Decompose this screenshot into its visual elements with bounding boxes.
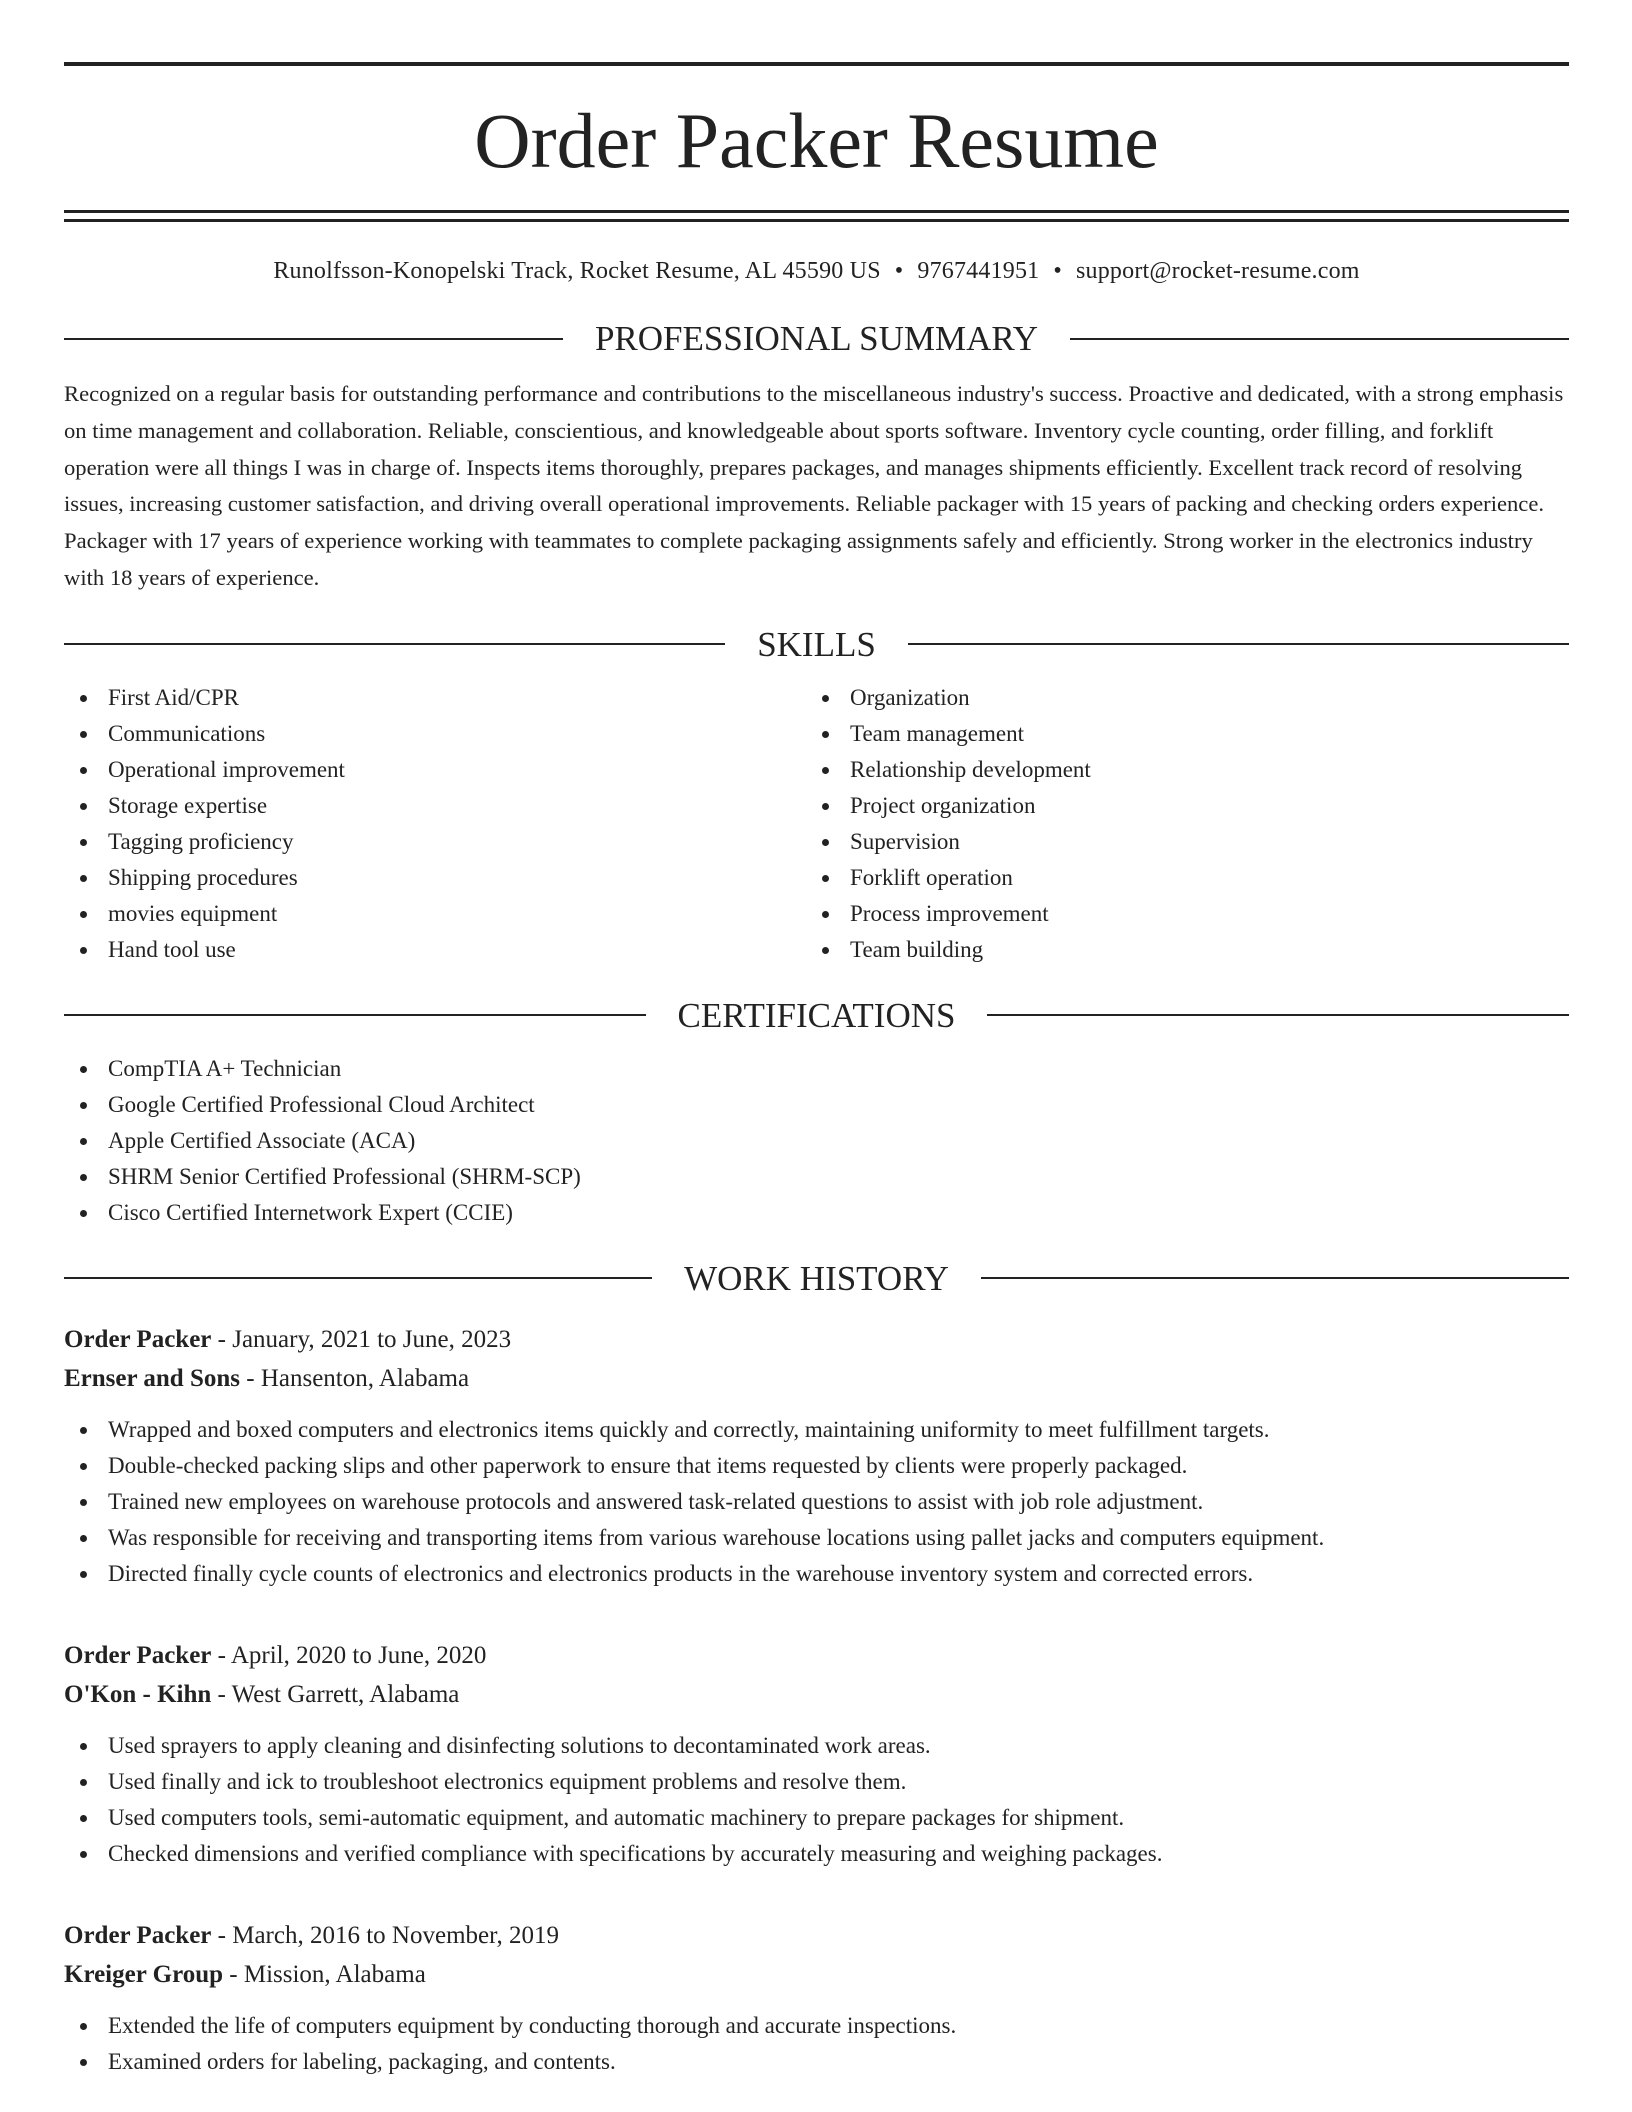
job-bullets bbox=[64, 1412, 1569, 1592]
heading-rule bbox=[64, 1014, 646, 1016]
section-heading-summary bbox=[64, 321, 1569, 356]
job-entry bbox=[64, 1320, 1569, 1592]
job-bullet: Double-checked packing slips and other paperwork to ensure that items requested by clients were properly packaged. bbox=[64, 1448, 1569, 1484]
job-bullet: Used finally and ick to troubleshoot electronics equipment problems and resolve them. bbox=[64, 1764, 1569, 1800]
skill-item: movies equipment bbox=[64, 896, 806, 932]
skill-item: Project organization bbox=[806, 788, 1548, 824]
contact-email[interactable]: support@rocket-resume.com bbox=[1075, 258, 1360, 284]
job-location: - Hansenton, Alabama bbox=[240, 1364, 470, 1392]
section-title: CERTIFICATIONS bbox=[677, 995, 956, 1035]
job-title: Order Packer bbox=[64, 1921, 212, 1949]
heading-rule bbox=[64, 338, 563, 340]
skill-item: Shipping procedures bbox=[64, 860, 806, 896]
contact-separator: • bbox=[894, 258, 904, 284]
resume-title: Order Packer Resume bbox=[474, 97, 1159, 184]
job-company-line bbox=[64, 1675, 1569, 1714]
job-bullet: Checked dimensions and verified compliance with specifications by accurately measuring and weighing packages. bbox=[64, 1836, 1569, 1872]
section-title: SKILLS bbox=[757, 624, 876, 664]
job-dates: - April, 2020 to June, 2020 bbox=[211, 1641, 487, 1669]
job-entry bbox=[64, 1916, 1569, 2080]
title-rule-lower bbox=[64, 219, 1569, 222]
skill-item: Team management bbox=[806, 716, 1548, 752]
section-heading-work bbox=[64, 1258, 1569, 1298]
summary-paragraph: Recognized on a regular basis for outstanding performance and contributions to the miscellaneous industry's success. Proactive and dedicated, with a strong emphasis on time management and collaboration. Reliable, conscientious, and knowledgeable about sports software. Inventory cycle counting, order filling, and forklift operation were all things I was in charge of. Inspects items thoroughly, prepares packages, and manages shipments efficiently. Excellent track record of resolving issues, increasing customer satisfaction, and driving overall operational improvements. Reliable packager with 15 years of packing and checking orders experience. Packager with 17 years of experience working with teammates to complete packaging assignments safely and efficiently. Strong worker in the electronics industry with 18 years of experience. bbox=[64, 381, 1564, 590]
job-company-line bbox=[64, 1359, 1569, 1398]
skill-item: Forklift operation bbox=[806, 860, 1548, 896]
job-company: Ernser and Sons bbox=[64, 1364, 240, 1392]
job-bullet: Extended the life of computers equipment by conducting thorough and accurate inspections. bbox=[64, 2008, 1569, 2044]
job-bullet: Trained new employees on warehouse protocols and answered task-related questions to assist with job role adjustment. bbox=[64, 1484, 1569, 1520]
job-title: Order Packer bbox=[64, 1325, 212, 1353]
job-title-line bbox=[64, 1320, 1569, 1359]
job-bullet: Was responsible for receiving and transporting items from various warehouse locations using pallet jacks and computers equipment. bbox=[64, 1520, 1569, 1556]
job-company: O'Kon - Kihn bbox=[64, 1680, 212, 1708]
certification-item: Cisco Certified Internetwork Expert (CCIE) bbox=[64, 1195, 1569, 1231]
job-entry bbox=[64, 1636, 1569, 1872]
contact-separator: • bbox=[1053, 258, 1062, 284]
skill-item: Organization bbox=[806, 680, 1548, 716]
skill-item: First Aid/CPR bbox=[64, 680, 806, 716]
skill-item: Relationship development bbox=[806, 752, 1548, 788]
job-bullets bbox=[64, 2008, 1569, 2080]
heading-rule bbox=[908, 643, 1569, 645]
certification-item: SHRM Senior Certified Professional (SHRM-SCP) bbox=[64, 1159, 1569, 1195]
skill-item: Communications bbox=[64, 716, 806, 752]
certification-item: Apple Certified Associate (ACA) bbox=[64, 1123, 1569, 1159]
skills-list-right bbox=[806, 680, 1548, 968]
section-title: WORK HISTORY bbox=[684, 1258, 949, 1298]
contact-address: Runolfsson-Konopelski Track, Rocket Resume, AL 45590 US bbox=[273, 258, 881, 284]
resume-page bbox=[64, 62, 1569, 2080]
job-bullets bbox=[64, 1728, 1569, 1872]
job-bullet: Used computers tools, semi-automatic equipment, and automatic machinery to prepare packages for shipment. bbox=[64, 1800, 1569, 1836]
job-location: - Mission, Alabama bbox=[223, 1960, 426, 1988]
heading-rule bbox=[64, 1277, 652, 1279]
skills-columns bbox=[64, 680, 1569, 968]
job-title: Order Packer bbox=[64, 1641, 212, 1669]
job-bullet: Used sprayers to apply cleaning and disinfecting solutions to decontaminated work areas. bbox=[64, 1728, 1569, 1764]
heading-rule bbox=[987, 1014, 1569, 1016]
skill-item: Team building bbox=[806, 932, 1548, 968]
skill-item: Tagging proficiency bbox=[64, 824, 806, 860]
skill-item: Hand tool use bbox=[64, 932, 806, 968]
section-title: PROFESSIONAL SUMMARY bbox=[594, 319, 1039, 358]
skill-item: Process improvement bbox=[806, 896, 1548, 932]
work-history bbox=[64, 1320, 1569, 2080]
certifications-list bbox=[64, 1051, 1569, 1231]
contact-phone: 9767441951 bbox=[917, 258, 1040, 284]
top-rule bbox=[64, 62, 1569, 66]
job-location: - West Garrett, Alabama bbox=[211, 1680, 460, 1708]
contact-line bbox=[64, 258, 1569, 285]
job-company-line bbox=[64, 1955, 1569, 1994]
heading-rule bbox=[981, 1277, 1569, 1279]
skill-item: Operational improvement bbox=[64, 752, 806, 788]
job-bullet: Directed finally cycle counts of electronics and electronics products in the warehouse inventory system and corrected errors. bbox=[64, 1556, 1569, 1592]
job-bullet: Wrapped and boxed computers and electronics items quickly and correctly, maintaining uniformity to meet fulfillment targets. bbox=[64, 1412, 1569, 1448]
skill-item: Supervision bbox=[806, 824, 1548, 860]
job-title-line bbox=[64, 1636, 1569, 1675]
skills-list-left bbox=[64, 680, 806, 968]
certification-item: Google Certified Professional Cloud Architect bbox=[64, 1087, 1569, 1123]
job-company: Kreiger Group bbox=[64, 1960, 224, 1988]
heading-rule bbox=[1070, 338, 1569, 340]
heading-rule bbox=[64, 643, 725, 645]
section-heading-skills bbox=[64, 624, 1569, 664]
job-title-line bbox=[64, 1916, 1569, 1955]
job-dates: - March, 2016 to November, 2019 bbox=[211, 1921, 559, 1949]
section-heading-certifications bbox=[64, 995, 1569, 1035]
job-bullet: Examined orders for labeling, packaging, and contents. bbox=[64, 2044, 1569, 2080]
certification-item: CompTIA A+ Technician bbox=[64, 1051, 1569, 1087]
skill-item: Storage expertise bbox=[64, 788, 806, 824]
job-dates: - January, 2021 to June, 2023 bbox=[211, 1325, 512, 1353]
title-rule-upper bbox=[64, 210, 1569, 213]
